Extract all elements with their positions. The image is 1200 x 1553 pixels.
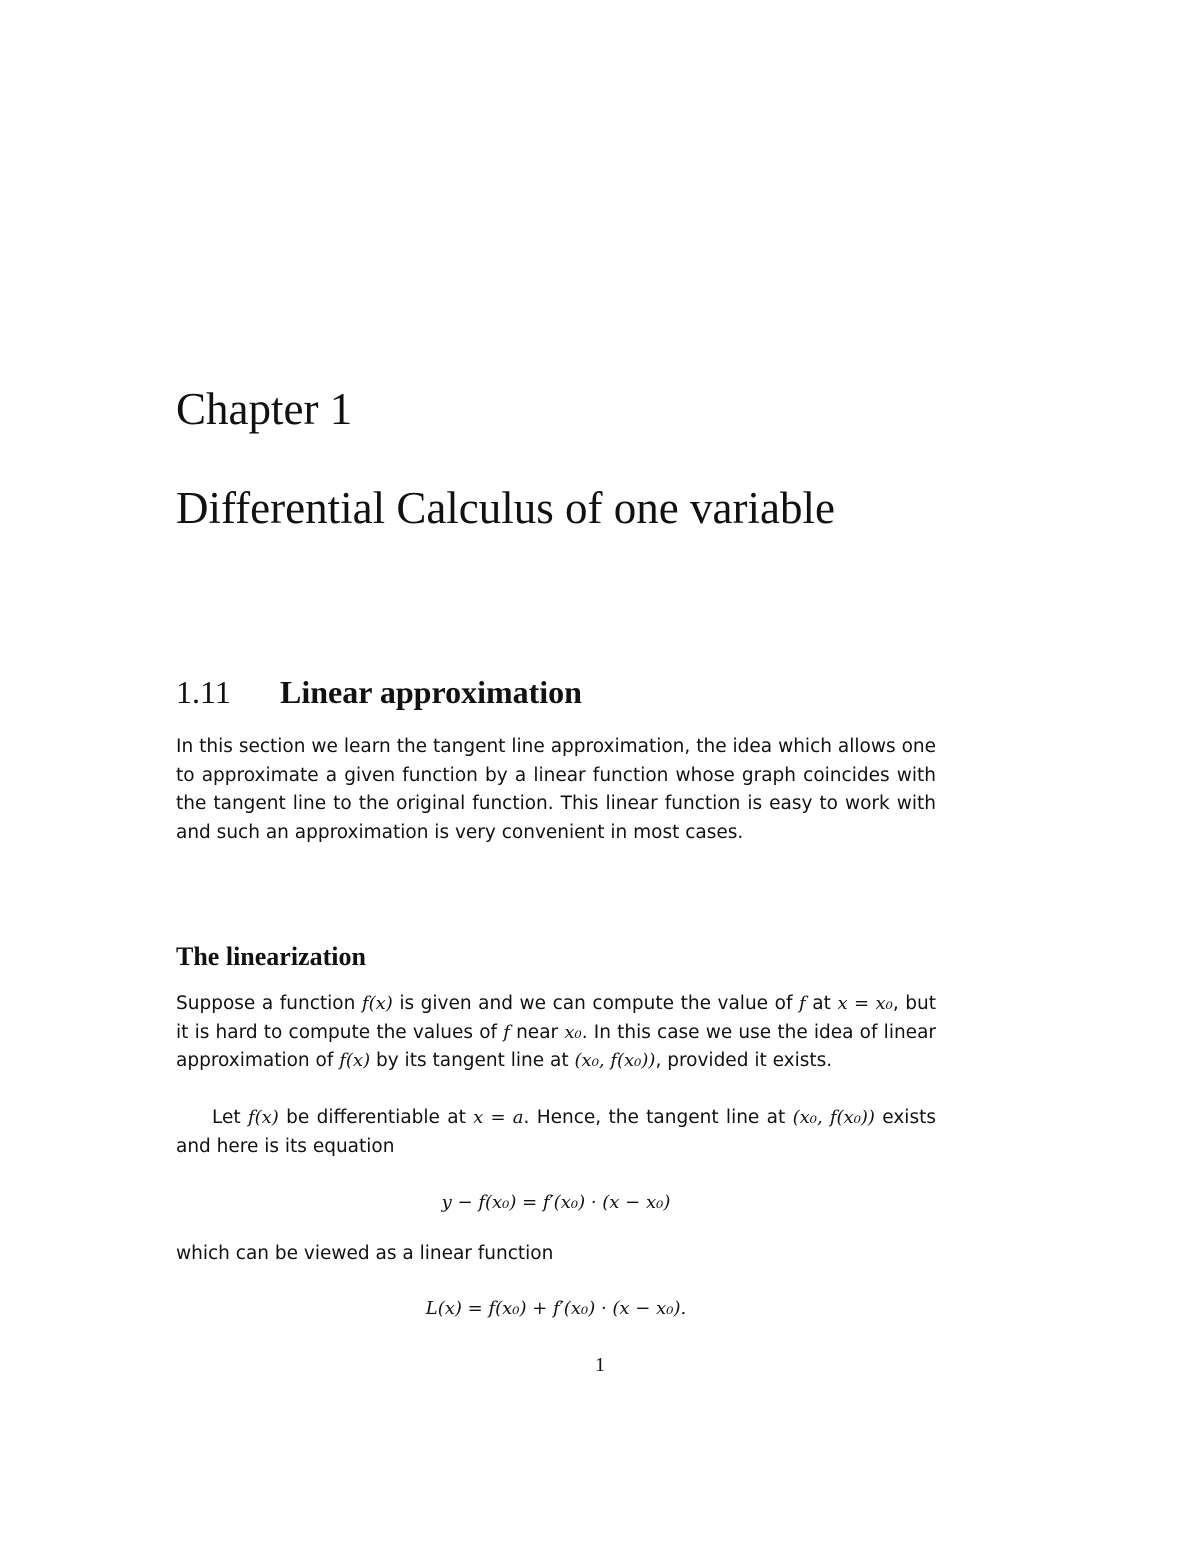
page-number: 1: [595, 1354, 605, 1376]
linearization-paragraph-3: which can be viewed as a linear function: [176, 1243, 554, 1264]
text-run: Let: [212, 1107, 248, 1128]
math-inline: x₀: [564, 1021, 582, 1043]
equation-text: y − f(x₀) = f′(x₀) · (x − x₀): [441, 1192, 671, 1213]
math-inline: (x₀, f(x₀)): [792, 1107, 875, 1128]
linearization-paragraph-1: [176, 990, 936, 1076]
text-run: . In this case we use the idea of linear approximation of: [176, 1021, 937, 1072]
math-inline: f(x): [339, 1050, 371, 1072]
text-run: exists and here is its equation: [176, 1107, 936, 1157]
text-run: , provided it exists.: [655, 1050, 833, 1072]
text-run: near: [509, 1021, 565, 1043]
math-inline: x = a: [473, 1107, 524, 1128]
math-inline: f(x): [361, 993, 393, 1014]
math-inline: (x₀, f(x₀)): [574, 1050, 656, 1072]
equation-text: L(x) = f(x₀) + f′(x₀) · (x − x₀).: [425, 1298, 687, 1319]
text-run: . Hence, the tangent line at: [523, 1107, 793, 1128]
text-run: is given and we can compute the value of: [392, 993, 800, 1014]
text-run: , but it is hard to compute the values of: [176, 993, 937, 1043]
tangent-line-equation: [176, 1188, 936, 1217]
section-intro-paragraph: In this section we learn the tangent line approximation, the idea which allows one to approximate a given function by a linear function whose graph coincides with the tangent line to the original function. This linear function is easy to work with and such an approximation is very convenient in most cases.: [176, 736, 936, 843]
text-run: be differentiable at: [278, 1107, 474, 1128]
section-number: 1.11: [176, 674, 231, 710]
math-inline: f: [503, 1021, 510, 1043]
section-heading: [176, 672, 582, 712]
chapter-title: Differential Calculus of one variable: [176, 483, 835, 533]
subsection-heading: The linearization: [176, 942, 366, 971]
math-inline: f(x): [247, 1107, 279, 1128]
section-title: Linear approximation: [280, 674, 582, 710]
chapter-label: Chapter 1: [176, 384, 353, 434]
text-run: at: [805, 993, 838, 1014]
linear-function-equation: [176, 1294, 936, 1323]
text-run: by its tangent line at: [370, 1050, 575, 1072]
linearization-paragraph-2: [176, 1104, 936, 1161]
math-inline: x = x₀: [837, 993, 893, 1014]
text-run: Suppose a function: [176, 993, 362, 1014]
math-inline: f: [799, 993, 806, 1014]
